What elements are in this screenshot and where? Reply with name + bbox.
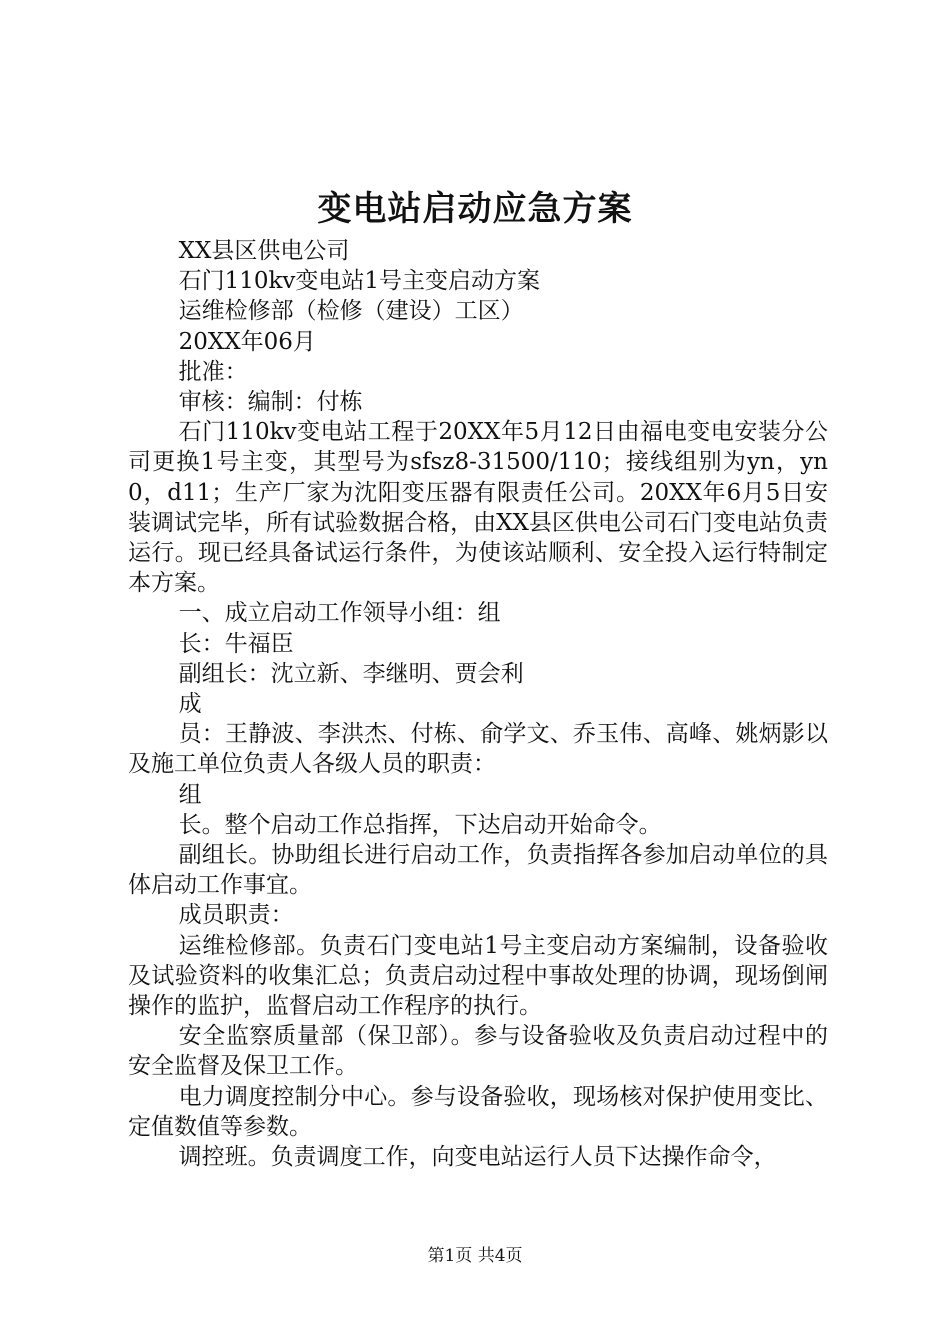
paragraph: 电力调度控制分中心。参与设备验收，现场核对保护使用变比、定值数值等参数。 (128, 1083, 828, 1140)
paragraph: 长：牛福臣 (178, 630, 294, 657)
paragraph: 成员职责： (178, 902, 294, 929)
paragraph: 审核：编制：付栋 (178, 389, 363, 416)
paragraph: 副组长。协助组长进行启动工作，负责指挥各参加启动单位的具体启动工作事宜。 (128, 842, 828, 899)
paragraph: 石门110kv变电站1号主变启动方案 (178, 268, 541, 295)
paragraph: 石门110kv变电站工程于20XX年5月12日由福电变电安装分公司更换1号主变，其型号为sfsz8-31500/110；接线组别为yn，yn0，d11；生产厂家为沈阳变压器有限责任公司。20XX年6月5日安装调试完毕，所有试验数据合格，由XX县区供电公司石门变电站负责运行。现已经具备试运行条件，为使该站顺利、安全投入运行特制定本方案。 (128, 419, 828, 597)
document-body (128, 236, 828, 1172)
paragraph: 长。整个启动工作总指挥，下达启动开始命令。 (178, 811, 662, 838)
paragraph: 一、成立启动工作领导小组：组 (178, 600, 501, 627)
paragraph: 安全监察质量部（保卫部）。参与设备验收及负责启动过程中的安全监督及保卫工作。 (128, 1023, 828, 1080)
paragraph: XX县区供电公司 (178, 238, 350, 264)
paragraph: 组 (178, 781, 202, 808)
paragraph: 副组长：沈立新、李继明、贾会利 (178, 660, 524, 687)
document-title: 变电站启动应急方案 (317, 189, 633, 229)
paragraph: 运维检修部。负责石门变电站1号主变启动方案编制，设备验收及试验资料的收集汇总；负责启动过程中事故处理的协调，现场倒闸操作的监护，监督启动工作程序的执行。 (128, 932, 828, 1020)
paragraph: 20XX年06月 (178, 328, 316, 355)
paragraph: 批准： (178, 358, 248, 385)
paragraph: 成 (178, 691, 202, 718)
paragraph: 员：王静波、李洪杰、付栋、俞学文、乔玉伟、高峰、姚炳影以及施工单位负责人各级人员的职责： (128, 721, 828, 778)
paragraph: 调控班。负责调度工作，向变电站运行人员下达操作命令， (178, 1144, 777, 1171)
paragraph: 运维检修部（检修（建设）工区） (178, 298, 524, 325)
page-number-footer: 第1页 共4页 (427, 1246, 523, 1266)
